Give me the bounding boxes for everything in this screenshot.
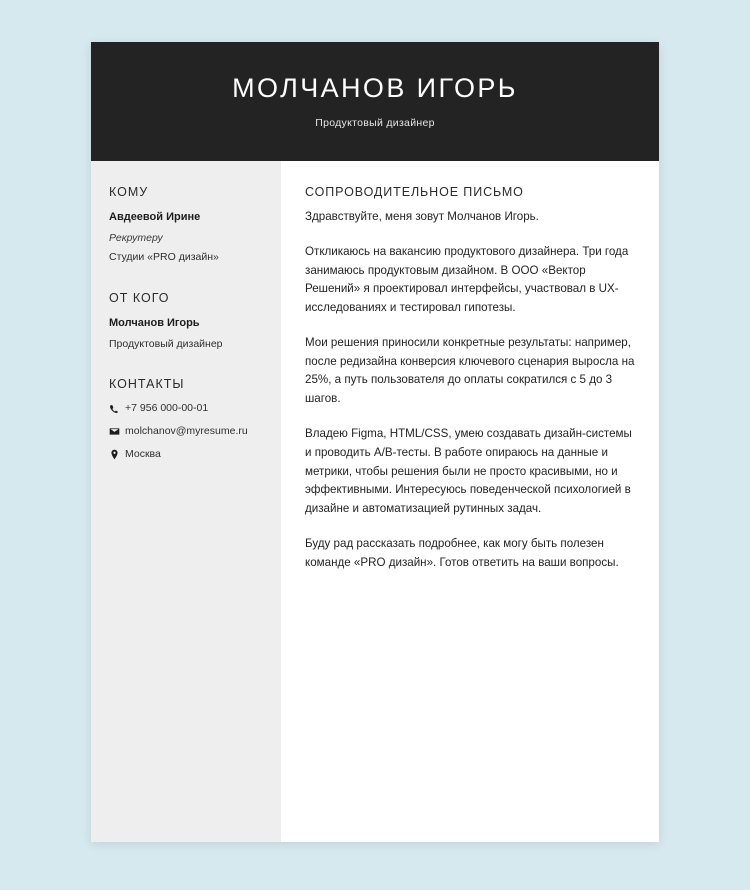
list-item (109, 402, 263, 416)
letter-paragraph-2: Мои решения приносили конкретные результаты: например, после редизайна конверсия ключевого сценария выросла на 25%, а путь пользователя до оплаты сократился с 5 до 3 шагов. (305, 335, 635, 406)
sender-name: Молчанов Игорь (109, 316, 200, 329)
header-subtitle: Продуктовый дизайнер (315, 116, 435, 129)
sidebar (91, 161, 281, 842)
envelope-icon (109, 426, 125, 437)
letter-paragraph-3: Владею Figma, HTML/CSS, умею создавать дизайн-системы и проводить A/B-тесты. В работе опираюсь на данные и метрики, чтобы решения были не просто красивыми, но и эффективными. Интересуюсь поведенческой психологией в дизайне и автоматизацией рутинных задач. (305, 427, 632, 516)
list-item (109, 448, 263, 462)
document-body (91, 161, 659, 842)
recipient-company: Студии «PRO дизайн» (109, 251, 219, 264)
location-pin-icon (109, 449, 125, 460)
recipient-position: Рекрутеру (109, 231, 163, 244)
contact-phone: +7 956 000-00-01 (125, 402, 209, 415)
section-heading-to: КОМУ (109, 185, 149, 199)
letter-greeting: Здравствуйте, меня зовут Молчанов Игорь. (305, 210, 539, 223)
document-header (91, 42, 659, 161)
page-title: МОЛЧАНОВ ИГОРЬ (232, 73, 518, 104)
list-item (109, 425, 263, 439)
contact-list (109, 402, 263, 461)
document-page (91, 42, 659, 842)
letter-paragraph-1: Откликаюсь на вакансию продуктового дизайнера. Три года занимаюсь продуктовым дизайном. В ООО «Вектор Решений» я проектировал интерфейсы, участвовал в UX-исследованиях и тестировал гипотезы. (305, 244, 629, 315)
letter-paragraph-4: Буду рад рассказать подробнее, как могу быть полезен команде «PRO дизайн». Готов ответить на ваши вопросы. (305, 536, 619, 569)
contact-location: Москва (125, 447, 161, 460)
letter-content (281, 161, 659, 842)
contact-email: molchanov@myresume.ru (125, 424, 248, 437)
recipient-name: Авдеевой Ирине (109, 211, 201, 223)
sender-role: Продуктовый дизайнер (109, 337, 223, 350)
letter-heading: СОПРОВОДИТЕЛЬНОЕ ПИСЬМО (305, 185, 524, 199)
phone-icon (109, 404, 125, 415)
section-heading-from: ОТ КОГО (109, 290, 170, 305)
section-heading-contacts: КОНТАКТЫ (109, 377, 185, 392)
